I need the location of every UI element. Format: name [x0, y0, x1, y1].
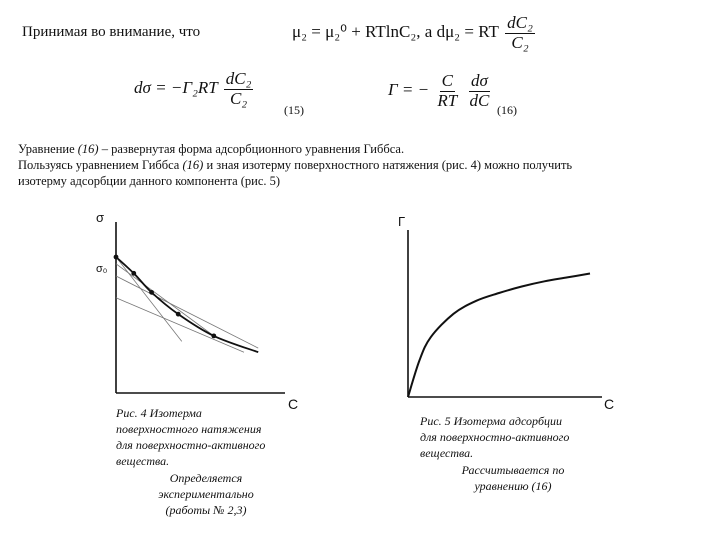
fig5-x-axis-label: C: [604, 396, 615, 412]
fig5-y-axis-label: Г: [398, 214, 406, 229]
fig4-x-axis-label: C: [288, 396, 299, 412]
fig5-note: [448, 462, 578, 494]
fig4-tangent-line: [116, 298, 244, 352]
formula-dmu-num: dC₂: [507, 13, 533, 32]
fig5-caption-line: Рис. 5 Изотерма адсорбции: [420, 414, 563, 428]
para-text: – развернутая форма адсорбционного уравнения Гиббса.: [98, 142, 405, 156]
fig4-caption-line: Рис. 4 Изотерма: [116, 406, 202, 420]
para-text: Пользуясь уравнением Гиббса: [18, 158, 183, 172]
fig4-note-line: Определяется: [169, 471, 243, 485]
fig4-tangent-line: [116, 264, 214, 336]
fig4-caption: [116, 405, 265, 469]
formula-16-den2: dC: [469, 90, 490, 110]
fig5-caption: [420, 413, 569, 461]
fig4-note-line: экспериментально: [158, 487, 254, 501]
fig4-data-point: [114, 255, 119, 260]
formula-dmu-den: C₂: [511, 32, 529, 52]
formula-15-left: dσ = −Γ₂RT: [134, 78, 218, 98]
fig4-tangent-line: [116, 257, 182, 341]
fig4-caption-line: для поверхностно-активного: [116, 438, 266, 452]
fig4-data-point: [131, 271, 136, 276]
formula-16-num2: dσ: [470, 71, 488, 90]
formula-16-den1: RT: [437, 90, 458, 110]
formula-dmu: dμ₂ = RT: [436, 22, 499, 42]
formula-mu2: μ₂ = μ₂⁰ + RTlnC₂: [292, 22, 417, 42]
fig4-y-axis-label: σ: [96, 210, 105, 225]
fig4-tangent-line: [116, 276, 258, 348]
fig5-note-line: уравнению (16): [474, 479, 552, 493]
formula-16-number: (16): [497, 103, 517, 117]
paragraph-line-3: изотерму адсорбции данного компонента (рис. 5): [18, 174, 281, 188]
fig5-note-line: Рассчитывается по: [461, 463, 565, 477]
fig5-curve: [408, 274, 590, 398]
formula-16-left: Γ = −: [388, 80, 430, 100]
fig4-data-point: [176, 312, 181, 317]
fig4-curve: [116, 257, 258, 352]
para-text: Уравнение: [18, 142, 78, 156]
fig4-caption-line: вещества.: [116, 454, 170, 468]
fig4-note-line: (работы № 2,3): [165, 503, 247, 517]
formula-and: , а: [416, 22, 433, 42]
fig4-data-point: [211, 333, 216, 338]
intro-text: Принимая во внимание, что: [22, 24, 201, 40]
fig4-caption-line: поверхностного натяжения: [116, 422, 262, 436]
para-eq-ref: (16): [77, 142, 99, 156]
para-eq-ref: (16): [182, 158, 204, 172]
fig5-caption-line: вещества.: [420, 446, 474, 460]
fig4-y0-label: σ₀: [96, 263, 108, 275]
formula-15-num: dC₂: [225, 69, 252, 88]
fig4-note: [146, 470, 266, 518]
formula-15-den: C₂: [229, 88, 248, 108]
fig5-caption-line: для поверхностно-активного: [420, 430, 570, 444]
para-text: и зная изотерму поверхностного натяжения (рис. 4) можно получить: [203, 158, 573, 172]
formula-16-num1: C: [441, 71, 453, 90]
formula-15-number: (15): [284, 103, 304, 117]
fig4-data-point: [149, 290, 154, 295]
